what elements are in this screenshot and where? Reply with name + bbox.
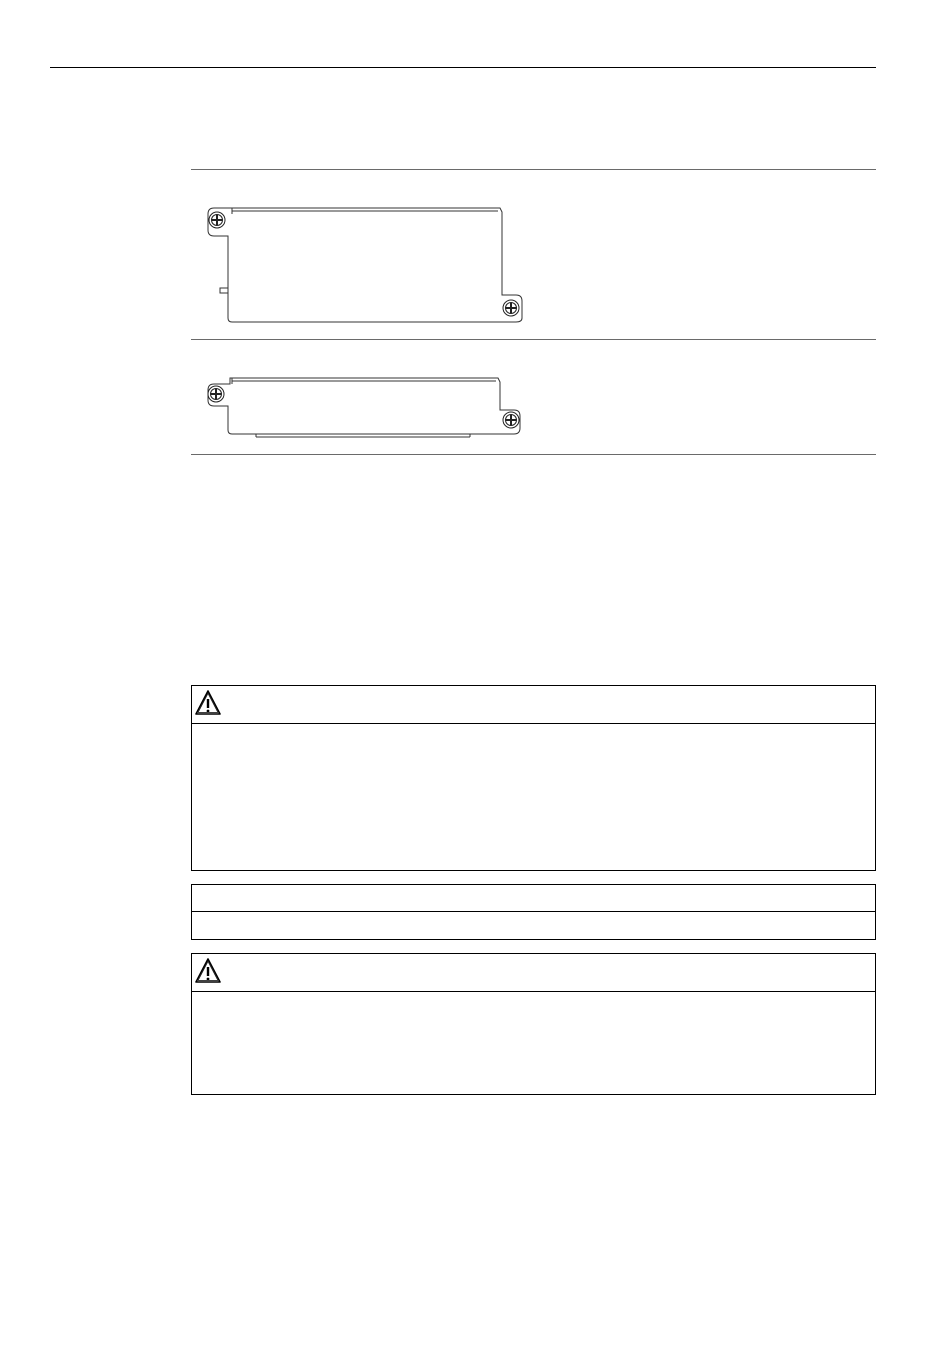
warning-triangle-icon: [194, 957, 222, 990]
figure-table-top-rule: [191, 169, 876, 170]
plate-outline: [208, 378, 520, 434]
info-row-box: [191, 884, 876, 940]
screw-icon: [209, 212, 225, 228]
module-front-view-figure: [200, 200, 530, 330]
screw-icon: [208, 386, 224, 402]
warning-triangle-icon: [194, 689, 222, 722]
screw-icon: [503, 412, 519, 428]
figure-table-bottom-rule: [191, 454, 876, 455]
warning-header: [192, 954, 875, 992]
warning-box-2: [191, 953, 876, 1095]
warning-header: [192, 686, 875, 724]
plate-outline: [208, 208, 522, 322]
module-side-view-figure: [200, 372, 530, 442]
screw-icon: [503, 300, 519, 316]
info-row: [192, 885, 875, 912]
figure-table-middle-rule: [191, 339, 876, 340]
header-rule: [50, 67, 876, 68]
warning-box-1: [191, 685, 876, 871]
